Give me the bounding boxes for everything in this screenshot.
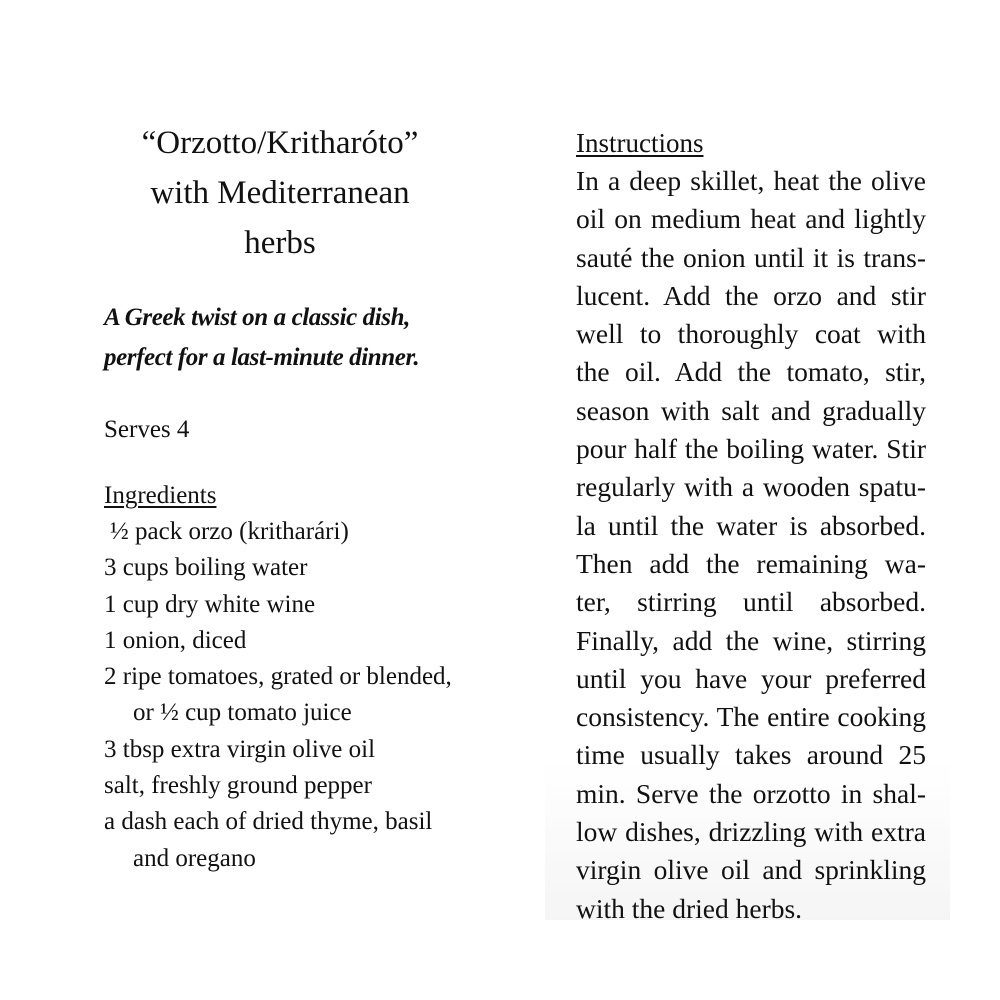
ingredient-item: salt, freshly ground pepper bbox=[104, 772, 372, 800]
title-line: “Orzotto/Kritharóto” bbox=[141, 125, 419, 161]
recipe-title bbox=[104, 118, 456, 268]
instruction-line: until you have your preferred bbox=[576, 662, 926, 694]
right-column bbox=[576, 124, 926, 928]
instructions-heading: Instructions bbox=[576, 128, 704, 158]
title-line: herbs bbox=[244, 225, 316, 261]
serves-count: Serves 4 bbox=[104, 416, 190, 443]
subtitle-line: perfect for a last-minute dinner. bbox=[104, 344, 420, 371]
ingredient-item: 3 tbsp extra virgin olive oil bbox=[104, 735, 376, 763]
ingredient-item: a dash each of dried thyme, basil bbox=[104, 808, 433, 836]
ingredient-item-continuation: or ½ cup tomato juice bbox=[133, 699, 352, 727]
instruction-line: consistency. The entire cooking bbox=[576, 701, 926, 733]
instructions-text bbox=[576, 162, 926, 928]
instruction-line: Then add the remaining wa- bbox=[576, 547, 926, 579]
instruction-line: Finally, add the wine, stirring bbox=[576, 624, 926, 656]
instruction-line: lucent. Add the orzo and stir bbox=[576, 279, 926, 311]
instruction-line: the oil. Add the tomato, stir, bbox=[576, 356, 926, 388]
ingredient-item-continuation: and oregano bbox=[133, 844, 256, 872]
instruction-line: ter, stirring until absorbed. bbox=[576, 586, 926, 618]
instruction-line: la until the water is absorbed. bbox=[576, 509, 926, 541]
title-line: with Mediterranean bbox=[150, 175, 410, 211]
instruction-line: regularly with a wooden spatu- bbox=[576, 471, 926, 503]
subtitle-line: A Greek twist on a classic dish, bbox=[104, 304, 410, 331]
ingredient-item: ½ pack orzo (kritharári) bbox=[110, 518, 349, 545]
ingredient-item: 3 cups boiling water bbox=[104, 554, 308, 582]
instruction-line: with the dried herbs. bbox=[576, 892, 803, 924]
instruction-line: sauté the onion until it is trans- bbox=[576, 241, 926, 273]
recipe-subtitle bbox=[104, 298, 484, 378]
instruction-line: virgin olive oil and sprinkling bbox=[576, 854, 926, 886]
instruction-line: oil on medium heat and lightly bbox=[576, 203, 926, 235]
ingredients-list bbox=[104, 514, 484, 877]
ingredient-item: 2 ripe tomatoes, grated or blended, bbox=[104, 663, 452, 691]
instruction-line: low dishes, drizzling with extra bbox=[576, 816, 926, 848]
instruction-line: pour half the boiling water. Stir bbox=[576, 433, 926, 465]
instruction-line: well to thoroughly coat with bbox=[576, 318, 926, 350]
ingredient-item: 1 cup dry white wine bbox=[104, 590, 316, 618]
instruction-line: time usually takes around 25 bbox=[576, 739, 926, 771]
instruction-line: season with salt and gradually bbox=[576, 394, 926, 426]
ingredients-heading: Ingredients bbox=[104, 482, 217, 509]
instruction-line: min. Serve the orzotto in shal- bbox=[576, 777, 926, 809]
instruction-line: In a deep skillet, heat the olive bbox=[576, 165, 926, 196]
left-column bbox=[104, 118, 484, 877]
ingredient-item: 1 onion, diced bbox=[104, 626, 247, 654]
